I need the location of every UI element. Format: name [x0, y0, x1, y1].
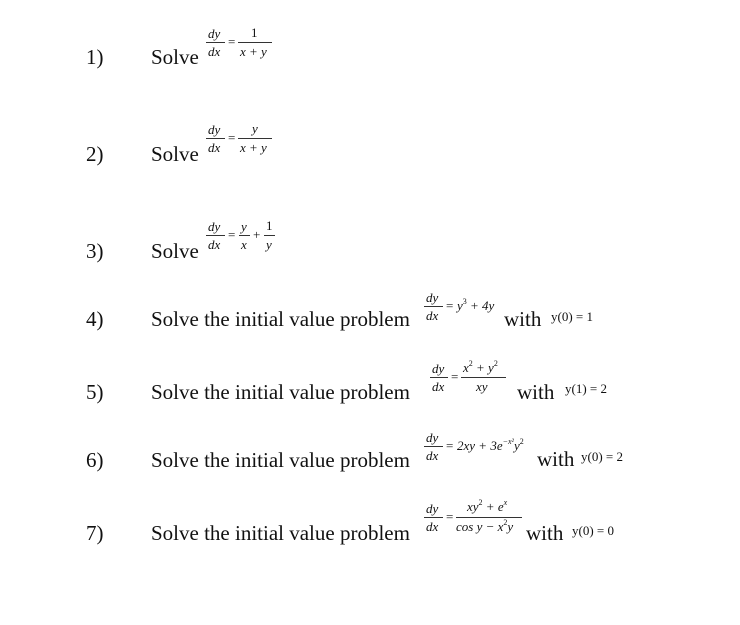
- plus-sign: +: [253, 227, 261, 242]
- rhs1-numerator: y: [241, 219, 247, 234]
- problem-prompt: Solve the initial value problem: [151, 307, 410, 331]
- rhs-numerator: 1: [251, 25, 258, 40]
- lhs-numerator: dy: [426, 501, 439, 516]
- initial-condition: y(0) = 0: [572, 523, 614, 538]
- lhs-denominator: dx: [432, 379, 445, 394]
- rhs-denominator: x + y: [240, 140, 267, 155]
- problem-prompt: Solve the initial value problem: [151, 448, 410, 472]
- problem-number: 2): [86, 142, 104, 166]
- problem-number: 5): [86, 380, 104, 404]
- fraction-bar: [206, 138, 225, 139]
- problem-prompt: Solve the initial value problem: [151, 521, 410, 545]
- fraction-bar: [206, 42, 225, 43]
- initial-condition: y(0) = 1: [551, 309, 593, 324]
- rhs-denominator: x + y: [240, 44, 267, 59]
- rhs-expression: $y^3 + 4y$: [457, 297, 495, 313]
- rhs1-denominator: x: [241, 237, 247, 252]
- problem-prompt: Solve: [151, 239, 199, 263]
- lhs-numerator: dy: [426, 290, 439, 305]
- equals-sign: =: [228, 34, 236, 49]
- lhs-numerator: dy: [426, 430, 439, 445]
- initial-condition: y(1) = 2: [565, 381, 607, 396]
- problem-number: 6): [86, 448, 104, 472]
- with-label: with: [526, 521, 564, 545]
- equals-sign: =: [228, 130, 236, 145]
- problem-7: [0, 494, 740, 574]
- fraction-bar: [430, 377, 448, 378]
- fraction-bar: [238, 138, 272, 139]
- lhs-denominator: dx: [208, 44, 221, 59]
- problem-number: 1): [86, 45, 104, 69]
- equals-sign: =: [228, 227, 236, 242]
- fraction-bar: [456, 517, 522, 518]
- lhs-denominator: dx: [426, 519, 439, 534]
- lhs-numerator: dy: [208, 122, 221, 137]
- rhs-expression: $2xy + 3e^{-x^2}y^2$: [457, 437, 524, 453]
- rhs-numerator: $x^2 + y^2$: [463, 359, 498, 375]
- rhs-numerator: $xy^2 + e^x$: [467, 498, 508, 514]
- problem-number: 4): [86, 307, 104, 331]
- problem-4: [0, 280, 740, 360]
- fraction-bar: [461, 377, 506, 378]
- equals-sign: =: [451, 369, 459, 384]
- problem-prompt: Solve: [151, 142, 199, 166]
- lhs-numerator: dy: [208, 26, 221, 41]
- with-label: with: [517, 380, 555, 404]
- lhs-denominator: dx: [426, 308, 439, 323]
- rhs2-numerator: 1: [266, 218, 273, 233]
- equals-sign: =: [446, 509, 454, 524]
- with-label: with: [537, 447, 575, 471]
- rhs-denominator: $\cos y - x^2y$: [456, 518, 514, 534]
- problem-prompt: Solve: [151, 45, 199, 69]
- problem-number: 7): [86, 521, 104, 545]
- problem-number: 3): [86, 239, 104, 263]
- fraction-bar: [206, 235, 225, 236]
- rhs-numerator: y: [252, 121, 258, 136]
- fraction-bar: [424, 306, 443, 307]
- problem-3: [0, 194, 740, 274]
- lhs-denominator: dx: [208, 140, 221, 155]
- equals-sign: =: [446, 438, 454, 453]
- fraction-bar: [424, 446, 443, 447]
- problem-6: [0, 420, 740, 500]
- problem-1: [0, 0, 740, 80]
- equals-sign: =: [446, 298, 454, 313]
- with-label: with: [504, 307, 542, 331]
- lhs-denominator: dx: [208, 237, 221, 252]
- fraction-bar: [424, 517, 443, 518]
- fraction-bar: [264, 235, 275, 236]
- lhs-denominator: dx: [426, 448, 439, 463]
- lhs-numerator: dy: [432, 361, 445, 376]
- lhs-numerator: dy: [208, 219, 221, 234]
- problem-2: [0, 97, 740, 177]
- fraction-bar: [238, 42, 272, 43]
- fraction-bar: [239, 235, 250, 236]
- rhs2-denominator: y: [266, 237, 272, 252]
- rhs-denominator: xy: [476, 379, 488, 394]
- problem-prompt: Solve the initial value problem: [151, 380, 410, 404]
- initial-condition: y(0) = 2: [581, 449, 623, 464]
